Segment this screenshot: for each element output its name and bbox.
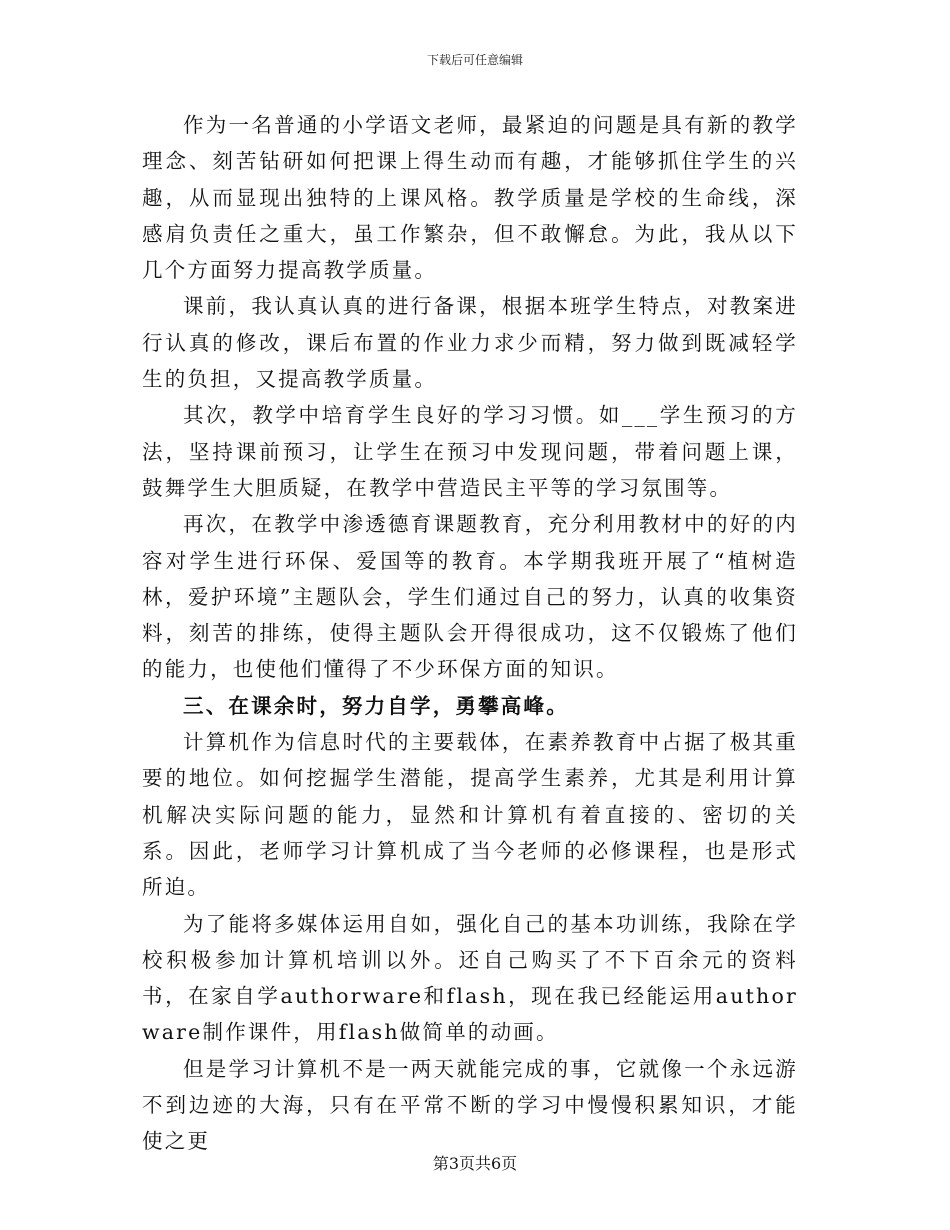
- paragraph-computer-importance: 计算机作为信息时代的主要载体，在素养教育中占据了极其重要的地位。如何挖掘学生潜能，提高学生素养，尤其是利用计算机解决实际问题的能力，显然和计算机有着直接的、密切的关系。因此，老师学习计算机成了当今老师的必修课程，也是形式所迫。: [142, 730, 798, 900]
- paragraph-moral-education: 再次，在教学中渗透德育课题教育，充分利用教材中的好的内容对学生进行环保、爱国等的教育。本学期我班开展了“植树造林，爱护环境”主题队会，学生们通过自己的努力，认真的收集资料，刻苦的排练，使得主题队会开得很成功，这不仅锻炼了他们的能力，也使他们懂得了不少环保方面的知识。: [142, 512, 798, 682]
- document-body: [142, 107, 798, 1160]
- paragraph-continuous-learning: 但是学习计算机不是一两天就能完成的事，它就像一个永远游不到边迹的大海，只有在平常不断的学习中慢慢积累知识，才能使之更: [142, 1056, 798, 1154]
- paragraph-lesson-prep: 课前，我认真认真的进行备课，根据本班学生特点，对教案进行认真的修改，课后布置的作业力求少而精，努力做到既减轻学生的负担，又提高教学质量。: [142, 294, 798, 392]
- page-number: 第3页共6页: [432, 1154, 518, 1173]
- paragraph-multimedia-training: 为了能将多媒体运用自如，强化自己的基本功训练，我除在学校积极参加计算机培训以外。还自己购买了不下百余元的资料书，在家自学authorware和flash，现在我已经能运用authorware制作课件，用flash做简单的动画。: [142, 911, 798, 1045]
- paragraph-study-habits: 其次，教学中培育学生良好的学习习惯。如___学生预习的方法，坚持课前预习，让学生在预习中发现问题，带着问题上课，鼓舞学生大胆质疑，在教学中营造民主平等的学习氛围等。: [142, 403, 798, 500]
- paragraph-teaching-philosophy: 作为一名普通的小学语文老师，最紧迫的问题是具有新的教学理念、刻苦钻研如何把课上得生动而有趣，才能够抓住学生的兴趣，从而显现出独特的上课风格。教学质量是学校的生命线，深感肩负责任之重大，虽工作繁杂，但不敢懈怠。为此，我从以下几个方面努力提高教学质量。: [142, 113, 798, 283]
- page-header-note: 下载后可任意编辑: [426, 53, 523, 67]
- section-heading-self-study: 三、在课余时，努力自学，勇攀高峰。: [183, 693, 569, 718]
